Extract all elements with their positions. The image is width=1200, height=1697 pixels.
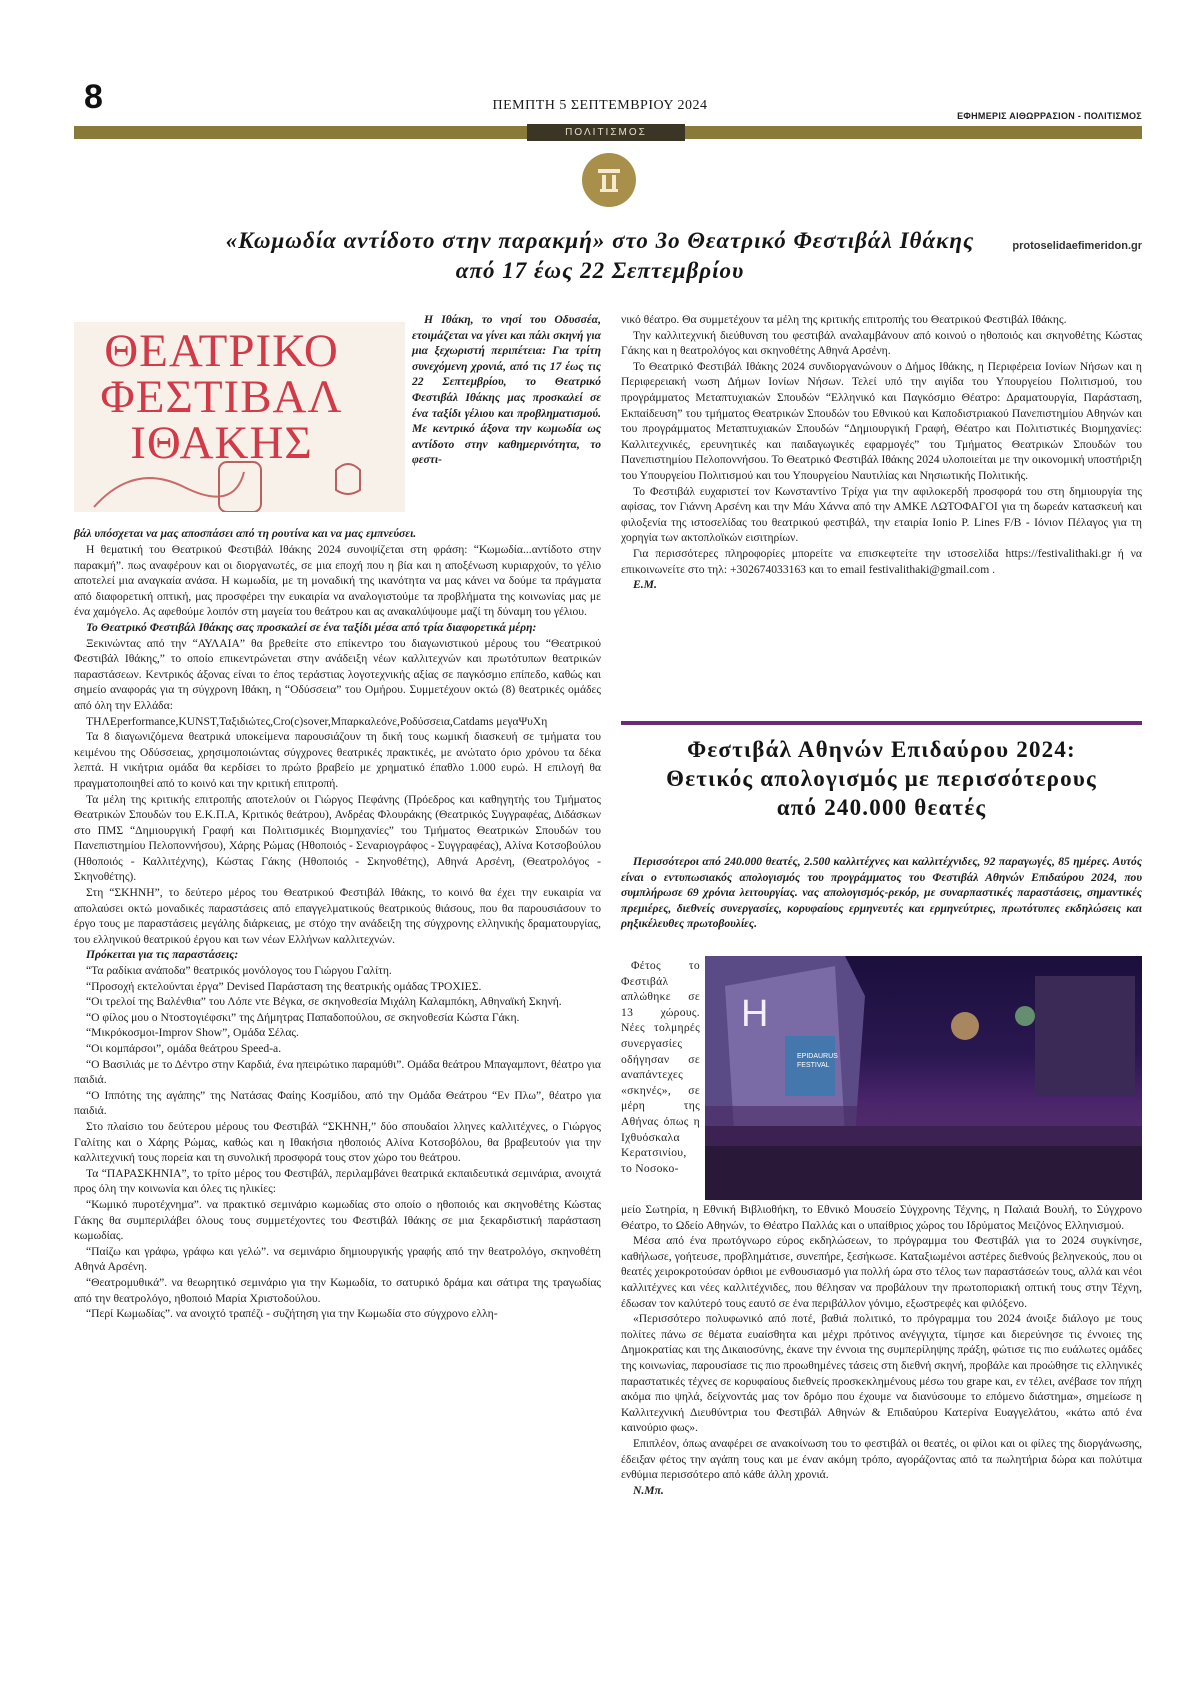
paragraph: Επιπλέον, όπως αναφέρει σε ανακοίνωση του το φεστιβάλ οι θεατές, οι φίλοι και οι φίλες της διοργάνωσης, έδειξαν φέτος την αγάπη τους και με έναν ακόμη τρόπο, αγοράζοντας από τα πωλητήρια δώρα και πολύτιμα ενθύμια περισσότερο από κάθε άλλη χρονιά. (621, 1436, 1142, 1482)
paragraph: Τα “ΠΑΡΑΣΚΗΝΙΑ”, το τρίτο μέρος του Φεστιβάλ, περιλαμβάνει θεατρικά εκπαιδευτικά σεμινάρια, ανοιχτά προς όλη την κοινωνία και όλες τις ηλικίες: (74, 1166, 601, 1196)
paragraph: Μέσα από ένα πρωτόγνωρο εύρος εκδηλώσεων, το πρόγραμμα του Φεστιβάλ για το 2024 συγκίνησε, καθήλωσε, γοήτευσε, προβλημάτισε, συνεπήρε, ξεσήκωσε. Καταξιωμένοι αστέρες διεθνούς βεληνεκούς, που οι θεατές χειροκροτούσαν όρθιοι με ενθουσιασμό για πολλή ώρα στο τέλος των παραστάσεών τους, αλλά και νέοι καλλιτέχνες και νέες καλλιτέχνιδες, που θέλησαν να προβάλουν την πρωτοποριακή οπτική τους στην Τέχνη, έδωσαν τον καλύτερό τους εαυτό σε ένα περιβάλλον γόνιμο, εξωστρεφές και φιλόξενο. (621, 1234, 1142, 1310)
paragraph: Πρόκειται για τις παραστάσεις: (86, 948, 239, 962)
paragraph: “Μικρόκοσμοι-Improv Show”, Ομάδα Σέλας. (86, 1026, 299, 1040)
poster-title-line: ΘΕΑΤΡΙΚΟ (104, 325, 339, 377)
paragraph: “Ο Βασιλιάς με το Δέντρο στην Καρδιά, ένα ηπειρώτικο παραμύθι”. Ομάδα θεάτρου Μπαγαμποντ, θέατρο για παιδιά. (74, 1057, 601, 1087)
festival-photo-scene (705, 956, 1142, 1200)
article2-lead (621, 854, 1142, 932)
paragraph: “Οι κομπάρσοι”, ομάδα θεάτρου Speed-a. (86, 1042, 282, 1055)
paragraph: Η θεματική του Θεατρικού Φεστιβάλ Ιθάκης 2024 συνοψίζεται στη φράση: “Κωμωδία...αντίδοτο στην παρακμή”. πως αναφέρουν και οι διοργανωτές, σε μια εποχή που η βία και η αποξένωση κυριαρχούν, το γέλιο αποτελεί μια αναγκαία ανάσα. Η κωμωδία, με τη μοναδική της ικανότητα να μας κάνει να δούμε τα πράγματα από διαφορετική οπτική, μας προσφέρει την ευκαιρία να αναλογιστούμε τα προβλήματα της κοινωνίας μας με ένα χαμόγελο. Ας αφεθούμε λοιπόν στη μαγεία του θεάτρου και ας ανακαλύψουμε μαζί τη δύναμη του γέλιου. (74, 543, 601, 619)
section-tab: ΠΟΛΙΤΙΣΜΟΣ (527, 124, 685, 141)
poster-illustration (74, 322, 405, 512)
festival-photo (705, 956, 1142, 1200)
paragraph: “Ο Ιππότης της αγάπης” της Νατάσας Φαίης Κοσμίδου, από την Ομάδα Θεάτρου “Εν Πλω”, θέατρο για παιδιά. (74, 1088, 601, 1118)
article2-narrow-column (621, 958, 700, 1176)
paragraph: «Περισσότερο πολυφωνικό από ποτέ, βαθιά πολιτικό, το πρόγραμμα του 2024 άνοιξε διάλογο με τους πολίτες πάνω σε θέματα ευαίσθητα και μέχρι πρότινος ανέγγιχτα, τίμησε και διερεύνησε τις έννοιες της Δημοκρατίας και της Δικαιοσύνης, έκανε την έννοια της συμπερίληψης πράξη, φώτισε τις πιο ευάλωτες ομάδες της κοινωνίας, παρουσίασε τις πιο προωθημένες τάσεις στη διεθνή σκηνή, προβάλε και προώθησε τις ελληνικές παραστατικές τέχνες σε κορυφαίους διεθνείς προσκεκλημένους μέσω του grape και, εν τέλει, ανέβασε τον πήχη ακόμα πιο ψηλά, δείχνοντάς μας τον δρόμο που έχουμε να διανύσουμε το επόμενο διάστημα», σημείωσε η Καλλιτεχνική Διευθύντρια του Φεστιβάλ Αθηνών & Επιδαύρου Κατερίνα Ευαγγελάτου, «κάτω από ένα καινούριο φως». (621, 1312, 1142, 1435)
paper-name: ΕΦΗΜΕΡΙΣ ΑΙΘΩΡΡΑΣΙΟΝ - ΠΟΛΙΤΙΣΜΟΣ (957, 111, 1142, 121)
article1-headline-line2: από 17 έως 22 Σεπτεμβρίου (455, 258, 745, 283)
article2-body (621, 1202, 1142, 1498)
paragraph: μείο Σωτηρία, η Εθνική Βιβλιοθήκη, το Εθνικό Μουσείο Σύγχρονης Τέχνης, η Παλαιά Βουλή, το Σύγχρονο Θέατρο, το Ωδείο Αθηνών, το Θέατρο Παλλάς και ο υπαίθριος χώρος του Ιδρύματος Μειζόνος Ελληνισμού. (621, 1203, 1142, 1232)
paragraph: Τα μέλη της κριτικής επιτροπής αποτελούν οι Γιώργος Πεφάνης (Πρόεδρος και καθηγητής του Τμήματος Θεατρικών Σπουδών του Ε.Κ.Π.Α, Κριτικός θεάτρου), Ανδρέας Φλουράκης (Θεατρικός Συγγραφέας, Διδάσκων στο ΠΜΣ “Δημιουργική Γραφή και Πολιτισμικές Βιομηχανίες” του Τμήματος Θεατρικών Σπουδών του Πανεπιστημίου Πελοποννήσου), Χάρης Ρώμας (Ηθοποιός - Σεναριογράφος - Συγγραφέας), Αλίνα Κοτσοβούλου (Ηθοποιός - Καλλιτέχνης), Κώστας Γάκης (Ηθοποιός - Σκηνοθέτης), Αθηνά Αρσένη, (Θεατρολόγος - Σκηνοθέτης). (74, 792, 601, 884)
paragraph: Τα 8 διαγωνιζόμενα θεατρικά υποκείμενα παρουσιάζουν τη δική τους κωμική διασκευή σε τμήματα του κειμένου της Οδύσσειας, χρησιμοποιώντας σύγχρονες θεατρικές πρακτικές, με ανώτατο όριο χρόνου τα δέκα λεπτά. Η νικήτρια ομάδα θα κερδίσει το πρώτο βραβείο με χρηματικό έπαθλο 1.000 ευρώ. Η επιλογή θα πραγματοποιηθεί από το κοινό και την κριτική επιτροπή. (74, 730, 601, 790)
paragraph: “Κωμικό πυροτέχνημα”. να πρακτικό σεμινάριο κωμωδίας στο οποίο ο ηθοποιός και σκηνοθέτης Κώστας Γάκης θα συμπεριλάβει όλους τους συμμετέχοντες του Φεστιβάλ Ιθάκης σε μια ξεκαρδιστική παράσταση κωμωδίας. (74, 1197, 601, 1243)
article1-column1 (74, 542, 601, 1322)
paragraph: “Προσοχή εκτελούνται έργα” Devised Παράσταση της θεατρικής ομάδας ΤΡΟΧΙΕΣ. (86, 979, 482, 993)
paragraph: Το Φεστιβάλ ευχαριστεί τον Κωνσταντίνο Τρίχα για την αφιλοκερδή προσφορά του στη δημιουργία της αφίσας, τον Γιάννη Αρσένη και την Μάυ Χάννα από την ΑΜΚΕ ΛΩΤΟΦΑΓΟΙ για τη δωρεάν κατασκευή και φιλοξενία της ιστοσελίδας του θεατρικού φεστιβάλ, την εταιρία Ionio P. Lines F/B - Ιόνιον Πέλαγος για τη χορηγία των ακτοπλοϊκών εισιτηρίων. (621, 484, 1142, 545)
paragraph: “Οι τρελοί της Βαλένθια” του Λόπε ντε Βέγκα, σε σκηνοθεσία Μιχάλη Καλαμπόκη, Αθηναϊκή Σκηνή. (86, 995, 562, 1009)
paragraph: Ξεκινώντας από την “ΑΥΛΑΙΑ” θα βρεθείτε στο επίκεντρο του διαγωνιστικού μέρους του “Θεατρικού Φεστιβάλ Ιθάκης,” το οποίο επικεντρώνεται στην ανάδειξη νέων καλλιτεχνών και πρωτότυπων θεατρικών παραστάσεων. Κεντρικός άξονας είναι το έπος τεράστιας λογοτεχνικής αξίας σε παγκόσμιο επίπεδο, καθώς και σημείο αναφοράς για τη σύγχρονη Ιθάκη, η “Οδύσσεια” του Ομήρου. Συμμετέχουν οκτώ (8) θεατρικές ομάδες από όλη την Ελλάδα: (74, 636, 601, 712)
poster-title-line: ΙΘΑΚΗΣ (130, 417, 313, 469)
article1-headline (130, 226, 1070, 286)
paragraph: ΤΗΛΕperformance,KUNST,Ταξιδιώτες,Cro(c)sover,Μπαρκαλεόνε,Ροδύσσεια,Catdams μεγαΨυΧη (86, 714, 548, 728)
paragraph: Για περισσότερες πληροφορίες μπορείτε να επισκεφτείτε την ιστοσελίδα https://festivalithaki.gr ή να επικοινωνείτε στο τηλ: +302674033163 και το email festivalithaki@gmail.com . (621, 546, 1142, 576)
column-icon (594, 165, 624, 195)
paragraph: “Παίζω και γράφω, γράφω και γελώ”. να σεμινάριο δημιουργικής γραφής από την θεατρολόγο, σκηνοθέτη Αθηνά Αρσένη. (74, 1244, 601, 1274)
festival-poster (74, 322, 405, 512)
paragraph: “Τα ραδίκια ανάποδα” θεατρικός μονόλογος του Γιώργου Γαλίτη. (86, 964, 392, 978)
article1-column2 (621, 312, 1142, 593)
article2-headline-line: Θετικός απολογισμός με περισσότερους (666, 766, 1097, 791)
narrow-paragraph: Φέτος το Φεστιβάλ απλώθηκε σε 13 χώρους. Νέες τολμηρές συνεργασίες οδήγησαν σε αναπάντεχες «σκηνές», σε μέρη της Αθήνας όπως η Ιχθυόσκαλα Κερατσινίου, το Νοσοκο- (621, 959, 700, 1175)
paragraph: Το Θεατρικό Φεστιβάλ Ιθάκης 2024 συνδιοργανώνουν ο Δήμος Ιθάκης, η Περιφέρεια Ιονίων Νήσων και η Περιφερειακή νωση Δήμων Ιονίων Νήσων. Τελεί υπό την αιγίδα του Υπουργείου Πολιτισμού, του προγράμματος Μεταπτυχιακών Σπουδών “Ελληνικό και Παγκόσμιο Θέατρο: Δραματουργία, Παράσταση, Εκπαίδευση” του τμήματος Θεατρικών Σπουδών του Εθνικού και Καποδιστριακού Πανεπιστημίου Αθηνών και του προγράμματος Μεταπτυχιακών Σπουδών “Δημιουργική Γραφή, Θέατρο και Πολιτιστικές Βιομηχανίες: Καλλιτεχνικές, ερευνητικές και παιδαγωγικές εφαρμογές” του Τμήματος Θεατρικών Σπουδών του Πανεπιστημίου Πελοποννήσου. Το Θεατρικό Φεστιβάλ Ιθάκης 2024 υλοποιείται με την οικονομική υποστήριξη του Υπουργείου Πολιτισμού και του Υπουργείου Ναυτιλίας και Νησιωτικής Πολιτικής. (621, 359, 1142, 482)
dateline: ΠΕΜΠΤΗ 5 ΣΕΠΤΕΜΒΡΙΟΥ 2024 (492, 98, 708, 113)
page-number: 8 (84, 78, 103, 116)
article-divider (621, 721, 1142, 725)
article2-headline-line: Φεστιβάλ Αθηνών Επιδαύρου 2024: (687, 737, 1076, 762)
article2-signature: Ν.Μπ. (633, 1483, 664, 1497)
svg-text:H: H (741, 993, 769, 1035)
lead-paragraph: Περισσότεροι από 240.000 θεατές, 2.500 καλλιτέχνες και καλλιτέχνιδες, 92 παραγωγές, 85 ημέρες. Αυτός είναι ο εντυπωσιακός απολογισμός του προγράμματος του Φεστιβάλ Αθηνών Επιδαύρου 2024, που συμπλήρωσε 69 χρόνια λειτουργίας. νας απολογισμός-ρεκόρ, με συναρπαστικές παραστάσεις, σημαντικές πρεμιέρες, διεθνείς συνεργασίες, κορυφαίους ερμηνευτές και ερμηνεύτριες, πρωτότυπες εκδηλώσεις και ρηξικέλευθες πρωτοβουλίες. (621, 855, 1142, 931)
paragraph: Στη “ΣΚΗΝΗ”, το δεύτερο μέρος του Θεατρικού Φεστιβάλ Ιθάκης, το κοινό θα έχει την ευκαιρία να απολαύσει οκτώ μοναδικές παραστάσεις από επαγγελματικούς θεατρικούς θιάσους, που θα παρουσιάσουν το έργο τους με παραστάσεις μεγάλης διάρκειας, με στόχο την ανάδειξη της σύγχρονης ελληνικής δραματουργίας, του ελληνικού θεατρικού έργου και των νέων Ελλήνων καλλιτεχνών. (74, 886, 601, 946)
article1-lead (412, 312, 601, 468)
article1-headline-line1: «Κωμωδία αντίδοτο στην παρακμή» στο 3ο Θεατρικό Φεστιβάλ Ιθάκης (225, 228, 975, 253)
watermark[interactable]: protoselidaefimeridon.gr (1012, 240, 1142, 252)
poster-title-line: ΦΕΣΤΙΒΑΛ (100, 371, 343, 423)
article1-lead-continued (74, 526, 601, 542)
paragraph: “Περί Κωμωδίας”. να ανοιχτό τραπέζι - συζήτηση για την Κωμωδία στο σύγχρονο ελλη- (86, 1307, 498, 1321)
article1-signature: Ε.Μ. (633, 578, 657, 592)
article2-headline (621, 735, 1142, 822)
festival-photo-sign: EPIDAURUS FESTIVAL (797, 1053, 838, 1069)
lead-paragraph-cont: βάλ υπόσχεται να μας αποσπάσει από τη ρουτίνα και να μας εμπνεύσει. (74, 527, 417, 540)
paragraph: Την καλλιτεχνική διεύθυνση του φεστιβάλ αναλαμβάνουν από κοινού ο ηθοποιός και σκηνοθέτης Κώστας Γάκης και η θεατρολόγος και σκηνοθέτης Αθηνά Αρσένη. (621, 328, 1142, 358)
lead-paragraph: Η Ιθάκη, το νησί του Οδυσσέα, ετοιμάζεται να γίνει και πάλι σκηνή για μια ξεχωριστή περιπέτεια: Για τρίτη συνεχόμενη χρονιά, από τις 17 έως τις 22 Σεπτεμβρίου, το Θεατρικό Φεστιβάλ Ιθάκης μας προσκαλεί σε ένα ταξίδι γέλιου και προβληματισμού. Με κεντρικό άξονα την κωμωδία ως αντίδοτο στην καθημερινότητα, το φεστι- (412, 313, 601, 467)
paragraph: Στο πλαίσιο του δεύτερου μέρους του Φεστιβάλ “ΣΚΗΝΗ,” δύο σπουδαίοι λληνες καλλιτέχνες, ο Γιώργος Γαλίτης και ο Χάρης Ρώμας, καθώς και η Ιθακήσια ηθοποιός Αλίνα Κοτσοβόλου, θα βραβευτούν για την καλλιτεχνική τους πορεία και τη συνολική προσφορά τους στον χώρο του θεάτρου. (74, 1119, 601, 1165)
paragraph: νικό θέατρο. Θα συμμετέχουν τα μέλη της κριτικής επιτροπής του Θεατρικού Φεστιβάλ Ιθάκης. (621, 313, 1067, 326)
paragraph: “Ο φίλος μου ο Ντοστογιέφσκι” της Δήμητρας Παπαδοπούλου, σε σκηνοθεσία Κώστα Γάκη. (86, 1010, 520, 1024)
article2-headline-line: από 240.000 θεατές (776, 795, 987, 820)
paragraph: “Θεατρομυθικά”. να θεωρητικό σεμινάριο για την Κωμωδία, το σατυρικό δράμα και σάτιρα της τραγωδίας από την θεατρολόγο, ηθοποιό Μαρία Χριστοδούλου. (74, 1275, 601, 1305)
paragraph: Το Θεατρικό Φεστιβάλ Ιθάκης σας προσκαλεί σε ένα ταξίδι μέσα από τρία διαφορετικά μέρη: (86, 620, 537, 634)
section-emblem (582, 153, 636, 207)
